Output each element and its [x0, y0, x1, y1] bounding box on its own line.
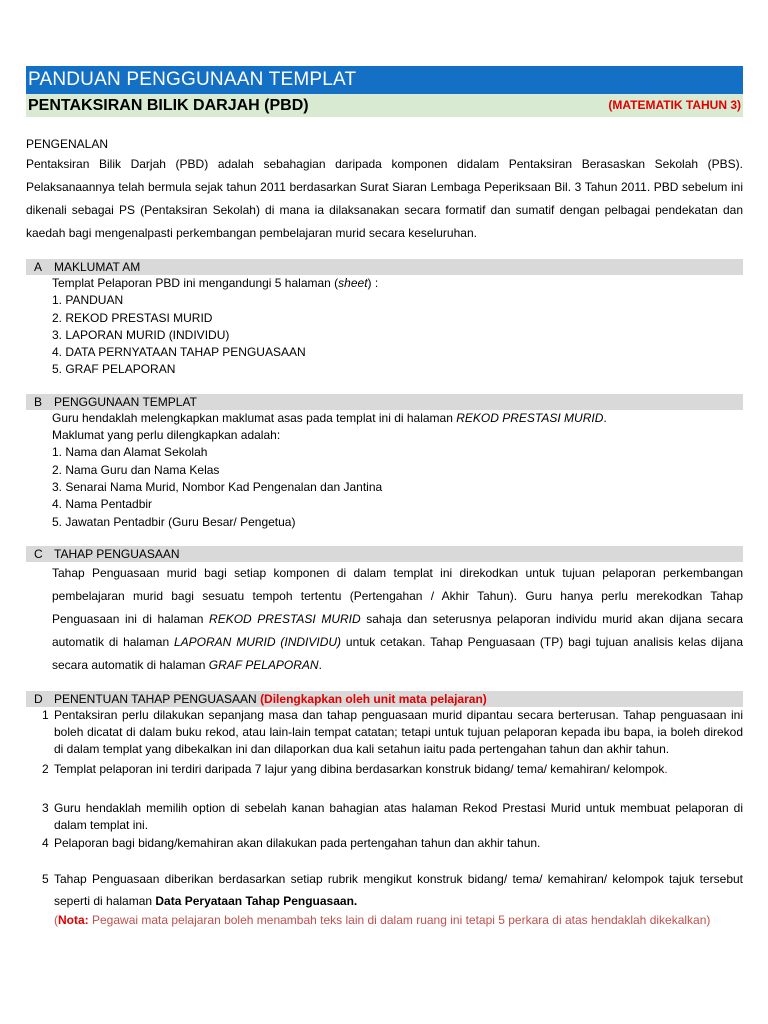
section-c-letter: C	[34, 546, 43, 561]
section-b-lead: Guru hendaklah melengkapkan maklumat asas pada templat ini di halaman REKOD PRESTASI MURID.	[52, 410, 607, 425]
document-title: PANDUAN PENGGUNAAN TEMPLAT	[28, 69, 357, 90]
section-b-lead2: Maklumat yang perlu dilengkapkan adalah:	[52, 428, 281, 443]
section-b-item: 5. Jawatan Pentadbir (Guru Besar/ Pengetua)	[52, 514, 296, 529]
section-b-header	[26, 394, 743, 410]
section-c-title: TAHAP PENGUASAAN	[54, 546, 180, 561]
section-d-title: PENENTUAN TAHAP PENGUASAAN (Dilengkapkan oleh unit mata pelajaran)	[54, 691, 487, 706]
note-text: (Nota: Pegawai mata pelajaran boleh menambah teks lain di dalam ruang ini tetapi 5 perkara di atas hendaklah dikekalkan)	[54, 912, 711, 927]
section-d-item: 2 Templat pelaporan ini terdiri daripada 7 lajur yang dibina berdasarkan konstruk bidang/ tema/ kemahiran/ kelompok.	[42, 761, 668, 776]
intro-paragraph: Pentaksiran Bilik Darjah (PBD) adalah sebahagian daripada komponen didalam Pentaksiran Berasaskan Sekolah (PBS). Pelaksanaannya telah bermula sejak tahun 2011 berdasarkan Surat Siaran Lembaga Peperiksaan Bil. 3 Tahun 2011. PBD sebelum ini dikenali sebagai PS (Pentaksiran Sekolah) di mana ia dilaksanakan secara formatif dan sumatif dengan pelbagai pendekatan dan kaedah bagi mengenalpasti perkembangan pembelajaran murid secara keseluruhan.	[26, 157, 743, 240]
section-b-letter: B	[34, 394, 43, 409]
section-a-lead: Templat Pelaporan PBD ini mengandungi 5 halaman (sheet) :	[52, 276, 379, 290]
section-a-item: 5. GRAF PELAPORAN	[52, 362, 176, 377]
subtitle-bar	[26, 94, 743, 117]
intro-heading: PENGENALAN	[26, 137, 109, 151]
section-b-item: 1. Nama dan Alamat Sekolah	[52, 445, 208, 460]
section-b-title: PENGGUNAAN TEMPLAT	[54, 394, 197, 409]
section-a-title: MAKLUMAT AM	[54, 260, 141, 274]
section-a-item: 4. DATA PERNYATAAN TAHAP PENGUASAAN	[52, 345, 306, 360]
section-d-letter: D	[34, 691, 43, 706]
section-d-item: 5 Tahap Penguasaan diberikan berdasarkan setiap rubrik mengikut konstruk bidang/ tema/ kemahiran/ kelompok tajuk tersebut seperti di halaman Data Peryataan Tahap Penguasaan.	[42, 871, 743, 908]
section-a-item: 1. PANDUAN	[52, 293, 124, 308]
section-a-item: 2. REKOD PRESTASI MURID	[52, 310, 213, 325]
section-d-item: 1 Pentaksiran perlu dilakukan sepanjang masa dan tahap penguasaan murid dipantau secara berterusan. Tahap penguasaan ini boleh dicatat di dalam buku rekod, atau lain-lain tempat catatan; tetapi untuk tujuan pelaporan kepada ibu bapa, ia boleh direkod di dalam templat yang dibekalkan ini dan dilaporkan dua kali setahun iaitu pada pertengahan tahun dan akhir tahun.	[42, 707, 743, 757]
section-c-header	[26, 546, 743, 562]
title-bar	[26, 66, 743, 94]
section-b-item: 3. Senarai Nama Murid, Nombor Kad Pengenalan dan Jantina	[52, 479, 383, 494]
section-b-item: 2. Nama Guru dan Nama Kelas	[52, 462, 220, 477]
section-a-letter: A	[34, 260, 43, 274]
section-c-paragraph: Tahap Penguasaan murid bagi setiap komponen di dalam templat ini direkodkan untuk tujuan pelaporan perkembangan pembelajaran murid bagi sesuatu tempoh tertentu (Pertengahan / Akhir Tahun). Guru hanya perlu merekodkan Tahap Penguasaan ini di halaman REKOD PRESTASI MURID sahaja dan seterusnya pelaporan individu murid akan dijana secara automatik di halaman LAPORAN MURID (INDIVIDU) untuk cetakan. Tahap Penguasaan (TP) bagi tujuan analisis kelas dijana secara automatik di halaman GRAF PELAPORAN.	[52, 565, 743, 672]
document-subtitle: PENTAKSIRAN BILIK DARJAH (PBD)	[28, 97, 309, 114]
section-d-header	[26, 691, 743, 707]
section-b-item: 4. Nama Pentadbir	[52, 497, 153, 512]
document-page	[26, 66, 743, 929]
section-d-item: 4 Pelaporan bagi bidang/kemahiran akan dilakukan pada pertengahan tahun dan akhir tahun.	[42, 835, 541, 850]
section-a-header	[26, 259, 743, 275]
section-a-item: 3. LAPORAN MURID (INDIVIDU)	[52, 327, 230, 342]
subject-label: (MATEMATIK TAHUN 3)	[608, 98, 741, 112]
section-d-item: 3 Guru hendaklah memilih option di sebelah kanan bahagian atas halaman Rekod Prestasi Murid untuk membuat pelaporan di dalam templat ini.	[42, 801, 743, 833]
